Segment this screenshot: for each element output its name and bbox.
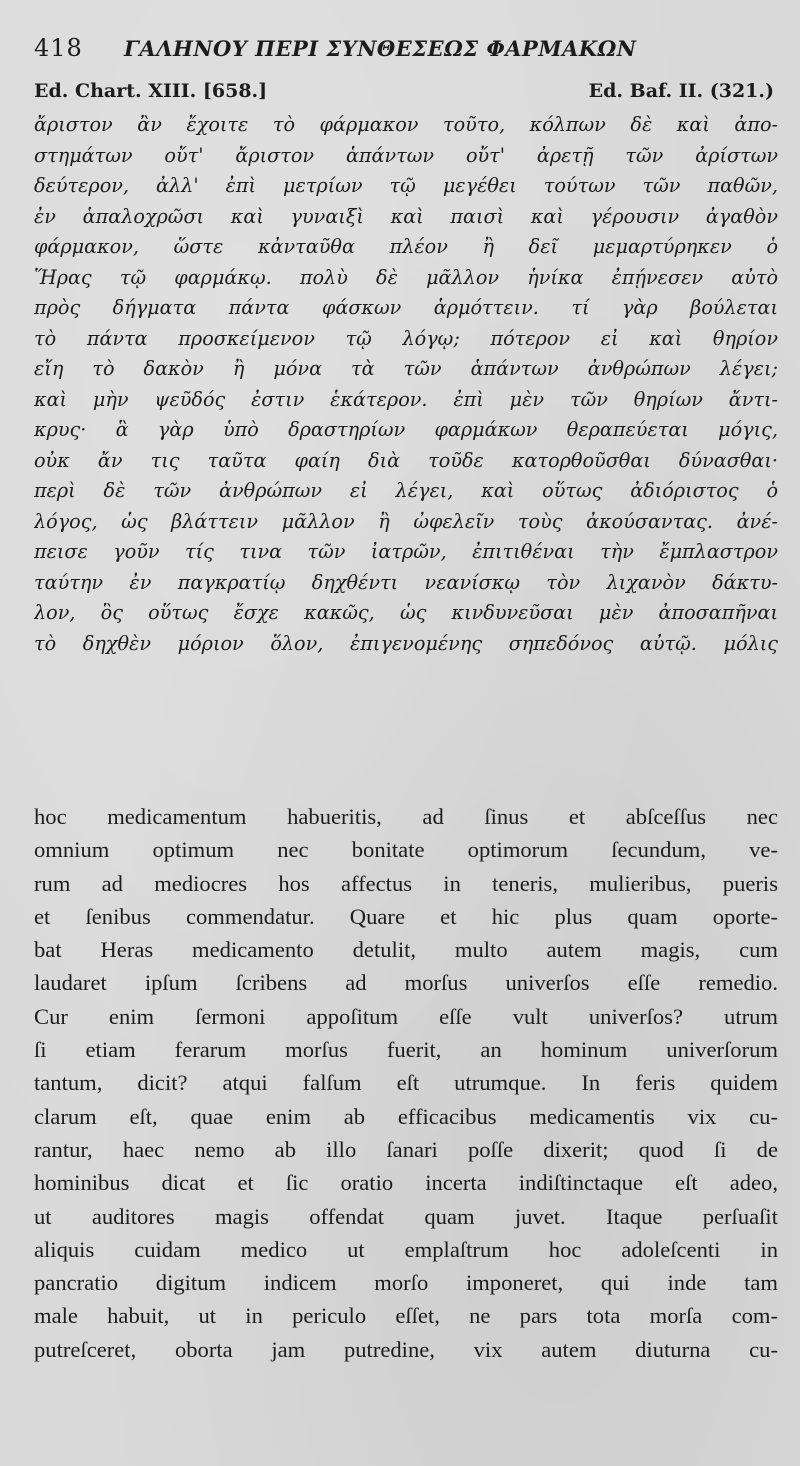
- running-head: [34, 30, 774, 66]
- latin-line: male habuit, ut in periculo eſſet, ne pars tota morſa com-: [34, 1303, 778, 1329]
- greek-line: πεισε γοῦν τίς τινα τῶν ἰατρῶν, ἐπιτιθέναι τὴν ἔμπλαστρον: [34, 540, 778, 563]
- latin-line: ut auditores magis offendat quam juvet. Itaque perſuaſit: [34, 1203, 778, 1229]
- latin-text-block: [34, 800, 778, 1366]
- latin-line: rum ad mediocres hos affectus in teneris, mulieribus, pueris: [34, 870, 778, 896]
- greek-line: ταύτην ἐν παγκρατίῳ δηχθέντι νεανίσκῳ τὸν λιχανὸν δάκτυ-: [34, 570, 778, 594]
- greek-line: οὐκ ἄν τις ταῦτα φαίη διὰ τοῦδε κατορθοῦσθαι δύνασθαι·: [34, 448, 778, 472]
- latin-line: hoc medicamentum habueritis, ad ſinus et abſceſſus nec: [34, 804, 778, 829]
- greek-line: καὶ μὴν ψεῦδός ἐστιν ἑκάτερον. ἐπὶ μὲν τῶν θηρίων ἄντι-: [34, 387, 778, 411]
- latin-line: clarum eſt, quae enim ab efficacibus medicamentis vix cu-: [34, 1103, 778, 1129]
- latin-line: laudaret ipſum ſcribens ad morſus univerſos eſſe remedio.: [34, 970, 778, 996]
- latin-line: ſi etiam ferarum morſus fuerit, an hominum univerſorum: [34, 1037, 778, 1063]
- latin-line: omnium optimum nec bonitate optimorum ſecundum, ve-: [34, 837, 778, 863]
- greek-line: Ἥρας τῷ φαρμάκῳ. πολὺ δὲ μᾶλλον ἡνίκα ἐπῄνεσεν αὐτὸ: [34, 265, 778, 289]
- edition-basel-reference: Ed. Baf. II. (321.): [588, 80, 774, 102]
- greek-line: περὶ δὲ τῶν ἀνθρώπων εἰ λέγει, καὶ οὕτως ἀδιόριστος ὁ: [34, 479, 778, 502]
- greek-line: λόγος, ὡς βλάττειν μᾶλλον ἢ ὠφελεῖν τοὺς ἀκούσαντας. ἀνέ-: [34, 509, 778, 533]
- running-title: ΓΑΛΗΝΟΥ ΠΕΡΙ ΣΥΝΘΕΣΕΩΣ ΦΑΡΜΑΚΩΝ: [124, 36, 637, 61]
- latin-line: pancratio digitum indicem morſo imponeret, qui inde tam: [34, 1270, 778, 1296]
- latin-line: et ſenibus commendatur. Quare et hic plus quam oporte-: [34, 903, 778, 929]
- greek-line: κρυς· ἃ γὰρ ὑπὸ δραστηρίων φαρμάκων θεραπεύεται μόγις,: [34, 418, 778, 441]
- greek-line: πρὸς δήγματα πάντα φάσκων ἁρμόττειν. τί γὰρ βούλεται: [34, 296, 778, 319]
- latin-line: rantur, haec nemo ab illo ſanari poſſe dixerit; quod ſi de: [34, 1136, 778, 1162]
- latin-line: aliquis cuidam medico ut emplaſtrum hoc adoleſcenti in: [34, 1236, 778, 1262]
- greek-line: ἄριστον ἂν ἔχοιτε τὸ φάρμακον τοῦτο, κόλπων δὲ καὶ ἀπο-: [34, 113, 778, 136]
- latin-line: putreſceret, oborta jam putredine, vix autem diuturna cu-: [34, 1336, 778, 1362]
- greek-line: τὸ δηχθὲν μόριον ὅλον, ἐπιγενομένης σηπεδόνος αὐτῷ. μόλις: [34, 631, 778, 655]
- greek-line: ἐν ἁπαλοχρῶσι καὶ γυναιξὶ καὶ παισὶ καὶ γέρουσιν ἀγαθὸν: [34, 204, 778, 228]
- latin-line: tantum, dicit? atqui falſum eſt utrumque. In feris quidem: [34, 1070, 778, 1096]
- page-number: 418: [34, 34, 83, 62]
- edition-chartier-reference: Ed. Chart. XIII. [658.]: [34, 80, 268, 102]
- latin-line: hominibus dicat et ſic oratio incerta indiſtinctaque eſt adeo,: [34, 1170, 778, 1196]
- greek-text-block: [34, 110, 778, 659]
- latin-line: bat Heras medicamento detulit, multo autem magis, cum: [34, 937, 778, 963]
- greek-line: στημάτων οὔτ' ἄριστον ἁπάντων οὔτ' ἀρετῇ τῶν ἀρίστων: [34, 143, 778, 167]
- greek-line: λον, ὃς οὕτως ἔσχε κακῶς, ὡς κινδυνεῦσαι μὲν ἀποσαπῆναι: [34, 601, 778, 624]
- latin-line: Cur enim ſermoni appoſitum eſſe vult univerſos? utrum: [34, 1003, 778, 1029]
- greek-line: δεύτερον, ἀλλ' ἐπὶ μετρίων τῷ μεγέθει τούτων τῶν παθῶν,: [34, 174, 778, 197]
- edition-references: [34, 80, 774, 108]
- greek-line: φάρμακον, ὥστε κἀνταῦθα πλέον ἢ δεῖ μεμαρτύρηκεν ὁ: [34, 235, 778, 258]
- greek-line: εἴη τὸ δακὸν ἢ μόνα τὰ τῶν ἁπάντων ἀνθρώπων λέγει;: [34, 357, 778, 380]
- greek-line: τὸ πάντα προσκείμενον τῷ λόγῳ; πότερον εἰ καὶ θηρίον: [34, 326, 778, 350]
